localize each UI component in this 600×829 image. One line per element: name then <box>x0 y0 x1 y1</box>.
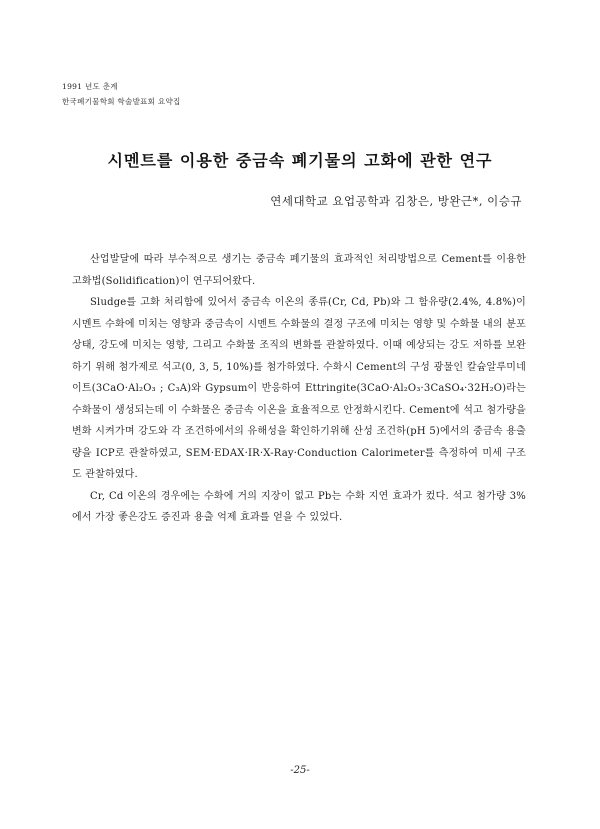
paragraph-result: Cr, Cd 이온의 경우에는 수화에 거의 지장이 없고 Pb는 수화 지연 효과가 컸다. 석고 첨가량 3%에서 가장 좋은강도 증진과 용출 억제 효과를 얻을 수 있었다. <box>72 490 526 523</box>
page-number: -25- <box>290 765 310 776</box>
conference-year: 1991 년도 춘계 <box>62 82 118 91</box>
paper-title: 시멘트를 이용한 중금속 폐기물의 고화에 관한 연구 <box>107 151 493 170</box>
authors: 연세대학교 요업공학과 김창은, 방완근*, 이승규 <box>270 194 522 208</box>
paragraph-intro: 산업발달에 따라 부수적으로 생기는 중금속 폐기물의 효과적인 처리방법으로 Cement를 이용한 고화법(Solidification)이 연구되어왔다. <box>72 254 526 287</box>
abstract-body <box>72 249 526 529</box>
paragraph-method: Sludge를 고화 처리함에 있어서 중금속 이온의 종류(Cr, Cd, Pb)와 그 함유량(2.4%, 4.8%)이 시멘트 수화에 미치는 영향과 중금속이 시멘트 수화물의 결정 구조에 미치는 영향 및 수화물 내의 분포 상태, 강도에 미치는 영향, 그리고 수화물 조직의 변화를 관찰하였다. 이때 예상되는 강도 저하를 보완하기 위해 첨가제로 석고(0, 3, 5, 10%)를 첨가하였다. 수화시 Cement의 구성 광물인 칼슘알루미네이트(3CaO·Al₂O₃ ; C₃A)와 Gypsum이 반응하여 Ettringite(3CaO·Al₂O₃·3CaSO₄·32H₂O)라는 수화물이 생성되는데 이 수화물은 중금속 이온을 효율적으로 안정화시킨다. Cement에 석고 첨가량을 변화 시켜가며 강도와 각 조건하에서의 유해성을 확인하기위해 산성 조건하(pH 5)에서의 중금속 용출량을 ICP로 관찰하였고, SEM·EDAX·IR·X-Ray·Conduction Calorimeter를 측정하여 미세 구조도 관찰하였다. <box>72 297 526 480</box>
conference-proceedings: 한국폐기물학회 학술발표회 요약집 <box>62 97 181 106</box>
conference-info <box>62 79 181 109</box>
